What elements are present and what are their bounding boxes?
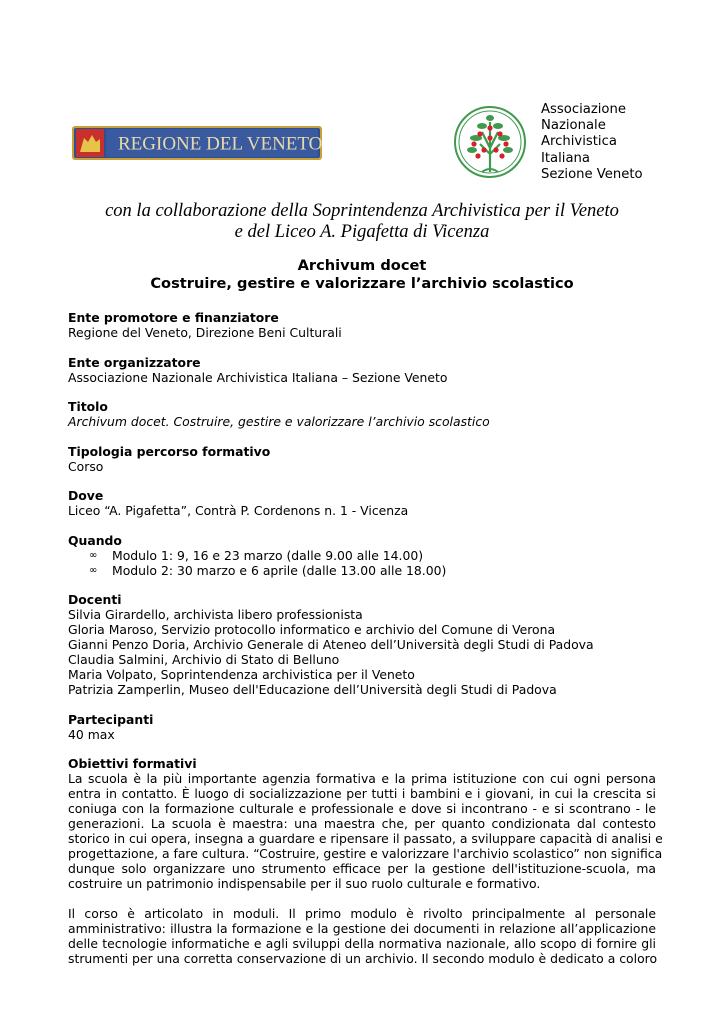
paragraph-1 — [68, 771, 663, 891]
paragraph-line: La scuola è la più importante agenzia formativa e la prima istituzione con cui ogni persona — [68, 771, 656, 786]
regione-veneto-logo-graphic — [72, 126, 322, 160]
list-item — [68, 548, 656, 563]
association-line: Sezione Veneto — [541, 166, 643, 182]
section-tipologia — [68, 444, 656, 474]
paragraph-line: progettazione, a fare cultura. “Costruire, gestire e valorizzare l'archivio scolastico” non significa — [68, 846, 663, 861]
teacher-entry: Gianni Penzo Doria, Archivio Generale di Ateneo dell’Università degli Studi di Padova — [68, 637, 594, 652]
section-dove — [68, 488, 656, 518]
list-item-text: Modulo 2: 30 marzo e 6 aprile (dalle 13.00 alle 18.00) — [112, 562, 447, 578]
section-label: Ente organizzatore — [68, 354, 201, 370]
section-organizzatore — [68, 355, 656, 385]
teacher-entry: Patrizia Zamperlin, Museo dell'Educazione dell’Università degli Studi di Padova — [68, 682, 557, 697]
section-label: Ente promotore e finanziatore — [68, 310, 279, 325]
bullet-icon: ∞ — [89, 564, 98, 576]
document-body — [68, 310, 663, 981]
section-value: Archivum docet. Costruire, gestire e valorizzare l’archivio scolastico — [68, 414, 490, 429]
section-value: Associazione Nazionale Archivistica Italiana – Sezione Veneto — [68, 369, 448, 385]
tree-icon — [452, 104, 528, 180]
paragraph-line: Il corso è articolato in moduli. Il primo modulo è rivolto principalmente al personale — [68, 906, 656, 921]
paragraph-2 — [68, 906, 656, 966]
collaboration-line-1: con la collaborazione della Soprintendenza Archivistica per il Veneto — [105, 201, 619, 221]
section-label: Partecipanti — [68, 711, 154, 727]
paragraph-line: entra in contatto. È luogo di socializzazione per tutti i bambini e i giovani, in cui la crescita si — [68, 786, 656, 801]
section-value: 40 max — [68, 726, 115, 742]
document-title: Archivum docet — [297, 257, 427, 274]
section-docenti — [68, 592, 656, 697]
association-line: Italiana — [541, 150, 590, 166]
section-label: Docenti — [68, 592, 122, 607]
paragraph-line: costruire un patrimonio indispensabile per il suo ruolo culturale e formativo. — [68, 876, 541, 891]
paragraph-line: coniuga con la formazione culturale e professionale e dove si incontrano - e si scontrano - le — [68, 801, 656, 816]
paragraph-line: strumenti per una corretta conservazione di un archivio. Il secondo modulo è dedicato a coloro — [68, 951, 658, 966]
section-quando — [68, 533, 656, 578]
teacher-entry: Silvia Girardello, archivista libero professionista — [68, 607, 363, 622]
regione-veneto-logo — [72, 126, 322, 160]
section-label: Quando — [68, 532, 122, 548]
section-value: Regione del Veneto, Direzione Beni Culturali — [68, 325, 342, 340]
anai-tree-logo — [452, 104, 528, 180]
section-promotore — [68, 310, 656, 340]
list-item-text: Modulo 1: 9, 16 e 23 marzo (dalle 9.00 alle 14.00) — [112, 547, 424, 563]
section-label: Tipologia percorso formativo — [68, 443, 271, 459]
association-line: Associazione — [541, 102, 626, 117]
section-titolo — [68, 399, 656, 429]
collaboration-line-2: e del Liceo A. Pigafetta di Vicenza — [234, 222, 490, 242]
teacher-entry: Gloria Maroso, Servizio protocollo informatico e archivio del Comune di Verona — [68, 622, 556, 637]
document-subtitle: Costruire, gestire e valorizzare l’archivio scolastico — [150, 275, 574, 292]
section-value: Liceo “A. Pigafetta”, Contrà P. Cordenons n. 1 - Vicenza — [68, 503, 409, 518]
association-line: Nazionale — [541, 118, 606, 134]
section-value: Corso — [68, 458, 104, 474]
paragraph-line: amministrativo: illustra la formazione e la gestione dei documenti in relazione all’applicazione — [68, 921, 656, 936]
section-partecipanti — [68, 712, 656, 742]
paragraph-line: dunque solo organizzare uno strumento efficace per la gestione dell'istituzione-scuola, ma — [68, 861, 656, 876]
regione-logo-text: REGIONE DEL VENETO — [118, 133, 322, 155]
schedule-list — [68, 548, 656, 578]
section-label: Dove — [68, 488, 104, 503]
paragraph-line: generazioni. La scuola è maestra: una maestra che, per quanto condizionata dal contesto — [68, 816, 656, 831]
section-obiettivi — [68, 756, 663, 966]
teacher-entry: Claudia Salmini, Archivio di Stato di Belluno — [68, 652, 340, 667]
association-line: Archivistica — [541, 134, 617, 150]
paragraph-line: storico in cui opera, insegna a guardare e ripensare il passato, a sviluppare capacità di analisi e — [68, 831, 663, 846]
section-label: Titolo — [68, 399, 108, 414]
section-label: Obiettivi formativi — [68, 756, 197, 771]
association-name — [541, 102, 643, 183]
paragraph-line: delle tecnologie informatiche e agli sviluppi della normativa nazionale, allo scopo di fornire gli — [68, 936, 656, 951]
list-item — [68, 563, 656, 578]
teacher-entry: Maria Volpato, Soprintendenza archivistica per il Veneto — [68, 667, 415, 682]
bullet-icon: ∞ — [89, 549, 98, 561]
